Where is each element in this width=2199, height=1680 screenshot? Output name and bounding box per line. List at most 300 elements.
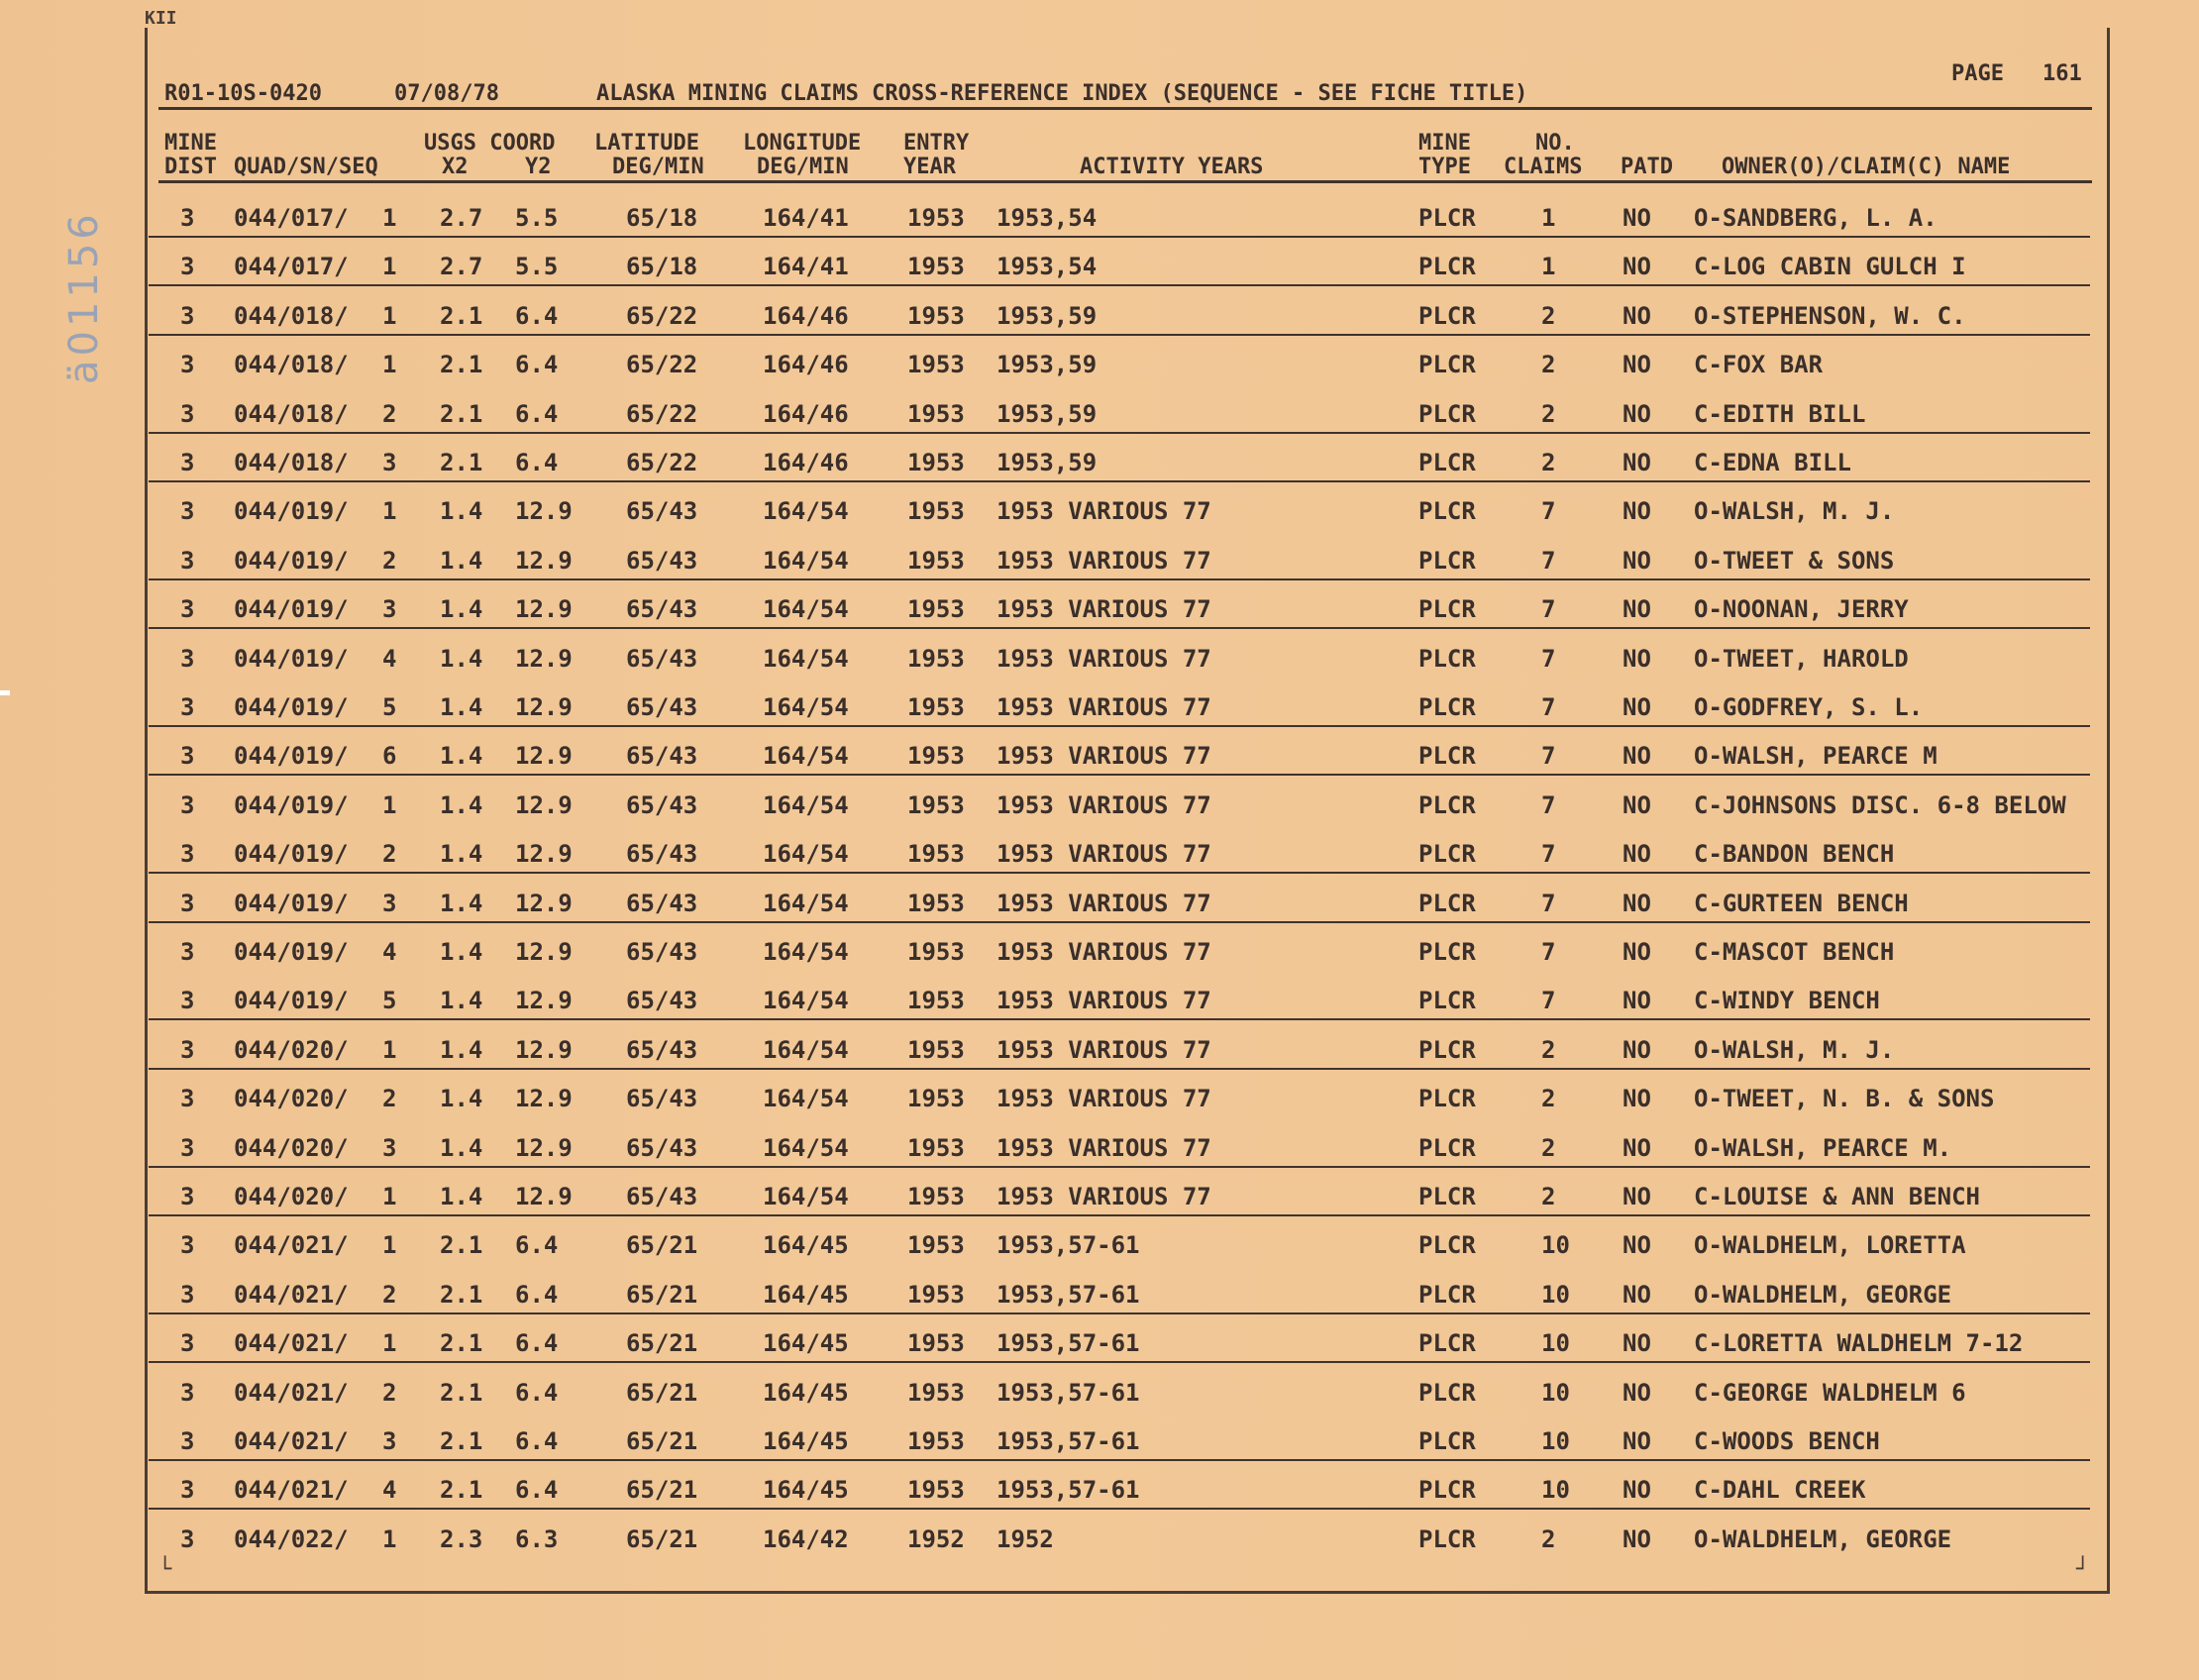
cell-entry-year: 1953 xyxy=(907,547,965,575)
cell-no-claims: 7 xyxy=(1541,890,1556,917)
cell-longitude: 164/54 xyxy=(763,742,849,770)
cell-x2: 1.4 xyxy=(440,938,483,966)
cell-owner-claim-name: C-EDNA BILL xyxy=(1694,449,1851,476)
cell-y2: 12.9 xyxy=(515,1085,573,1112)
cell-entry-year: 1953 xyxy=(907,595,965,623)
table-row xyxy=(0,1227,2199,1267)
cell-no-claims: 1 xyxy=(1541,204,1556,232)
side-stamp-number: ä01156 xyxy=(61,210,107,384)
table-row xyxy=(0,788,2199,827)
cell-mine-dist: 3 xyxy=(180,938,195,966)
cell-activity-years: 1953 VARIOUS 77 xyxy=(996,645,1211,673)
cell-activity-years: 1953 VARIOUS 77 xyxy=(996,547,1211,575)
table-row xyxy=(0,1522,2199,1561)
cell-quad-sn: 044/019/ xyxy=(234,742,349,770)
cell-mine-type: PLCR xyxy=(1418,1281,1476,1309)
cell-entry-year: 1953 xyxy=(907,693,965,721)
table-row xyxy=(0,1325,2199,1365)
cell-seq: 5 xyxy=(382,693,397,721)
cell-entry-year: 1953 xyxy=(907,449,965,476)
cell-entry-year: 1953 xyxy=(907,987,965,1014)
cell-entry-year: 1953 xyxy=(907,645,965,673)
cell-x2: 1.4 xyxy=(440,1085,483,1112)
cell-patd: NO xyxy=(1623,1525,1651,1553)
cell-activity-years: 1953,57-61 xyxy=(996,1231,1140,1259)
cell-entry-year: 1953 xyxy=(907,1183,965,1210)
cell-y2: 6.4 xyxy=(515,400,559,428)
cell-longitude: 164/54 xyxy=(763,1085,849,1112)
cell-latitude: 65/43 xyxy=(626,1085,698,1112)
row-rule xyxy=(149,432,2090,434)
row-rule xyxy=(149,1361,2090,1363)
cell-activity-years: 1953 VARIOUS 77 xyxy=(996,938,1211,966)
cell-y2: 12.9 xyxy=(515,693,573,721)
cell-patd: NO xyxy=(1623,1231,1651,1259)
cell-seq: 2 xyxy=(382,840,397,868)
cell-quad-sn: 044/020/ xyxy=(234,1134,349,1162)
row-rule xyxy=(149,236,2090,238)
cell-patd: NO xyxy=(1623,890,1651,917)
cell-no-claims: 10 xyxy=(1541,1427,1570,1455)
cell-quad-sn: 044/018/ xyxy=(234,351,349,378)
col-mine-dist-1: MINE xyxy=(164,131,217,156)
cell-seq: 3 xyxy=(382,890,397,917)
cell-mine-dist: 3 xyxy=(180,890,195,917)
cell-latitude: 65/21 xyxy=(626,1427,698,1455)
cell-activity-years: 1953 VARIOUS 77 xyxy=(996,1085,1211,1112)
cell-x2: 2.1 xyxy=(440,1427,483,1455)
cell-quad-sn: 044/019/ xyxy=(234,791,349,819)
cell-seq: 1 xyxy=(382,497,397,525)
cell-quad-sn: 044/019/ xyxy=(234,987,349,1014)
cell-patd: NO xyxy=(1623,204,1651,232)
cell-owner-claim-name: O-GODFREY, S. L. xyxy=(1694,693,1924,721)
cell-quad-sn: 044/021/ xyxy=(234,1329,349,1357)
col-latitude: LATITUDE xyxy=(594,131,699,156)
table-row xyxy=(0,249,2199,288)
cell-patd: NO xyxy=(1623,1183,1651,1210)
cell-no-claims: 10 xyxy=(1541,1231,1570,1259)
cell-owner-claim-name: C-GEORGE WALDHELM 6 xyxy=(1694,1379,1966,1407)
cell-longitude: 164/45 xyxy=(763,1476,849,1504)
cell-no-claims: 7 xyxy=(1541,595,1556,623)
cell-mine-dist: 3 xyxy=(180,840,195,868)
col-quad: QUAD/SN/SEQ xyxy=(234,155,378,179)
cell-mine-type: PLCR xyxy=(1418,547,1476,575)
cell-mine-dist: 3 xyxy=(180,791,195,819)
cell-mine-type: PLCR xyxy=(1418,1085,1476,1112)
cell-mine-type: PLCR xyxy=(1418,840,1476,868)
row-rule xyxy=(149,627,2090,629)
cell-no-claims: 7 xyxy=(1541,987,1556,1014)
table-row xyxy=(0,689,2199,729)
cell-y2: 12.9 xyxy=(515,890,573,917)
cell-mine-type: PLCR xyxy=(1418,791,1476,819)
cell-quad-sn: 044/021/ xyxy=(234,1427,349,1455)
cell-no-claims: 2 xyxy=(1541,1183,1556,1210)
row-rule xyxy=(149,1068,2090,1070)
cell-seq: 3 xyxy=(382,1427,397,1455)
cell-patd: NO xyxy=(1623,645,1651,673)
cell-x2: 2.1 xyxy=(440,1329,483,1357)
cell-seq: 1 xyxy=(382,1329,397,1357)
cell-quad-sn: 044/017/ xyxy=(234,204,349,232)
corner-mark-left: └ xyxy=(158,1557,172,1582)
row-rule xyxy=(149,284,2090,286)
cell-mine-dist: 3 xyxy=(180,253,195,280)
cell-mine-dist: 3 xyxy=(180,595,195,623)
cell-y2: 6.4 xyxy=(515,351,559,378)
cell-mine-dist: 3 xyxy=(180,1329,195,1357)
cell-longitude: 164/54 xyxy=(763,497,849,525)
cell-mine-type: PLCR xyxy=(1418,645,1476,673)
cell-x2: 1.4 xyxy=(440,742,483,770)
cell-longitude: 164/54 xyxy=(763,1183,849,1210)
cell-patd: NO xyxy=(1623,1379,1651,1407)
cell-seq: 4 xyxy=(382,645,397,673)
cell-longitude: 164/45 xyxy=(763,1329,849,1357)
cell-no-claims: 7 xyxy=(1541,840,1556,868)
cell-activity-years: 1953 VARIOUS 77 xyxy=(996,1036,1211,1064)
cell-mine-type: PLCR xyxy=(1418,1476,1476,1504)
cell-entry-year: 1953 xyxy=(907,253,965,280)
cell-latitude: 65/22 xyxy=(626,449,698,476)
cell-owner-claim-name: O-WALSH, M. J. xyxy=(1694,1036,1895,1064)
cell-mine-type: PLCR xyxy=(1418,1183,1476,1210)
table-row xyxy=(0,1277,2199,1316)
cell-activity-years: 1953 VARIOUS 77 xyxy=(996,987,1211,1014)
cell-y2: 6.4 xyxy=(515,1379,559,1407)
col-no-claims-1: NO. xyxy=(1535,131,1575,156)
cell-no-claims: 10 xyxy=(1541,1281,1570,1309)
cell-activity-years: 1953 VARIOUS 77 xyxy=(996,1134,1211,1162)
cell-patd: NO xyxy=(1623,1427,1651,1455)
cell-owner-claim-name: O-STEPHENSON, W. C. xyxy=(1694,302,1966,330)
cell-patd: NO xyxy=(1623,1476,1651,1504)
cell-x2: 2.1 xyxy=(440,1281,483,1309)
cell-owner-claim-name: C-MASCOT BENCH xyxy=(1694,938,1895,966)
cell-latitude: 65/43 xyxy=(626,840,698,868)
cell-no-claims: 7 xyxy=(1541,693,1556,721)
cell-seq: 2 xyxy=(382,547,397,575)
row-rule xyxy=(149,1018,2090,1020)
cell-y2: 12.9 xyxy=(515,1183,573,1210)
cell-seq: 4 xyxy=(382,1476,397,1504)
cell-owner-claim-name: C-LORETTA WALDHELM 7-12 xyxy=(1694,1329,2024,1357)
cell-no-claims: 7 xyxy=(1541,645,1556,673)
cell-activity-years: 1953 VARIOUS 77 xyxy=(996,742,1211,770)
cell-patd: NO xyxy=(1623,547,1651,575)
cell-patd: NO xyxy=(1623,1134,1651,1162)
cell-y2: 12.9 xyxy=(515,840,573,868)
cell-longitude: 164/46 xyxy=(763,351,849,378)
cell-quad-sn: 044/020/ xyxy=(234,1085,349,1112)
table-row xyxy=(0,836,2199,876)
cell-quad-sn: 044/019/ xyxy=(234,547,349,575)
cell-latitude: 65/43 xyxy=(626,791,698,819)
cell-longitude: 164/54 xyxy=(763,1036,849,1064)
cell-x2: 2.1 xyxy=(440,1476,483,1504)
cell-y2: 6.4 xyxy=(515,1476,559,1504)
row-rule xyxy=(149,921,2090,923)
cell-mine-dist: 3 xyxy=(180,693,195,721)
cell-mine-type: PLCR xyxy=(1418,351,1476,378)
table-row xyxy=(0,543,2199,582)
table-row xyxy=(0,396,2199,436)
cell-entry-year: 1953 xyxy=(907,1281,965,1309)
cell-x2: 1.4 xyxy=(440,497,483,525)
cell-mine-dist: 3 xyxy=(180,547,195,575)
col-latitude-unit: DEG/MIN xyxy=(612,155,704,179)
cell-entry-year: 1953 xyxy=(907,1329,965,1357)
cell-longitude: 164/54 xyxy=(763,693,849,721)
cell-no-claims: 2 xyxy=(1541,400,1556,428)
cell-x2: 2.1 xyxy=(440,351,483,378)
cell-patd: NO xyxy=(1623,253,1651,280)
cell-y2: 12.9 xyxy=(515,791,573,819)
col-owner-claim-name: OWNER(O)/CLAIM(C) NAME xyxy=(1722,155,2011,179)
cell-quad-sn: 044/019/ xyxy=(234,645,349,673)
cell-entry-year: 1953 xyxy=(907,1231,965,1259)
cell-mine-type: PLCR xyxy=(1418,253,1476,280)
report-title: ALASKA MINING CLAIMS CROSS-REFERENCE INDEX (SEQUENCE - SEE FICHE TITLE) xyxy=(596,81,1528,106)
cell-latitude: 65/22 xyxy=(626,302,698,330)
cell-seq: 1 xyxy=(382,1183,397,1210)
cell-x2: 1.4 xyxy=(440,890,483,917)
cell-owner-claim-name: O-TWEET & SONS xyxy=(1694,547,1895,575)
cell-mine-dist: 3 xyxy=(180,497,195,525)
cell-entry-year: 1953 xyxy=(907,1134,965,1162)
cell-quad-sn: 044/021/ xyxy=(234,1476,349,1504)
cell-activity-years: 1953 VARIOUS 77 xyxy=(996,497,1211,525)
cell-seq: 3 xyxy=(382,449,397,476)
cell-latitude: 65/43 xyxy=(626,1183,698,1210)
table-row xyxy=(0,738,2199,778)
cell-owner-claim-name: O-NOONAN, JERRY xyxy=(1694,595,1909,623)
cell-mine-type: PLCR xyxy=(1418,987,1476,1014)
cell-y2: 6.4 xyxy=(515,1231,559,1259)
cell-activity-years: 1953,59 xyxy=(996,302,1098,330)
cell-seq: 1 xyxy=(382,302,397,330)
table-row xyxy=(0,1081,2199,1120)
cell-owner-claim-name: C-LOG CABIN GULCH I xyxy=(1694,253,1966,280)
cell-no-claims: 10 xyxy=(1541,1379,1570,1407)
cell-activity-years: 1953 VARIOUS 77 xyxy=(996,1183,1211,1210)
cell-quad-sn: 044/018/ xyxy=(234,449,349,476)
cell-x2: 1.4 xyxy=(440,547,483,575)
cell-y2: 12.9 xyxy=(515,595,573,623)
cell-activity-years: 1952 xyxy=(996,1525,1054,1553)
cell-mine-type: PLCR xyxy=(1418,1427,1476,1455)
row-rule xyxy=(149,578,2090,580)
cell-y2: 12.9 xyxy=(515,987,573,1014)
cell-no-claims: 10 xyxy=(1541,1329,1570,1357)
cell-quad-sn: 044/019/ xyxy=(234,693,349,721)
cell-mine-dist: 3 xyxy=(180,1476,195,1504)
cell-latitude: 65/21 xyxy=(626,1281,698,1309)
cell-seq: 6 xyxy=(382,742,397,770)
row-rule xyxy=(149,774,2090,776)
cell-x2: 1.4 xyxy=(440,1036,483,1064)
cell-seq: 3 xyxy=(382,1134,397,1162)
cell-mine-dist: 3 xyxy=(180,645,195,673)
cell-patd: NO xyxy=(1623,449,1651,476)
cell-owner-claim-name: C-WINDY BENCH xyxy=(1694,987,1880,1014)
table-row xyxy=(0,1375,2199,1415)
cell-quad-sn: 044/019/ xyxy=(234,938,349,966)
cell-seq: 2 xyxy=(382,400,397,428)
cell-patd: NO xyxy=(1623,351,1651,378)
cell-mine-dist: 3 xyxy=(180,987,195,1014)
cell-activity-years: 1953 VARIOUS 77 xyxy=(996,693,1211,721)
cell-no-claims: 2 xyxy=(1541,351,1556,378)
cell-mine-dist: 3 xyxy=(180,1085,195,1112)
cell-mine-dist: 3 xyxy=(180,1427,195,1455)
cell-mine-type: PLCR xyxy=(1418,1525,1476,1553)
cell-mine-type: PLCR xyxy=(1418,1231,1476,1259)
cell-y2: 12.9 xyxy=(515,547,573,575)
cell-mine-dist: 3 xyxy=(180,1183,195,1210)
cell-longitude: 164/46 xyxy=(763,449,849,476)
cell-mine-type: PLCR xyxy=(1418,595,1476,623)
col-longitude: LONGITUDE xyxy=(743,131,862,156)
cell-x2: 2.3 xyxy=(440,1525,483,1553)
cell-longitude: 164/54 xyxy=(763,890,849,917)
cell-seq: 1 xyxy=(382,1525,397,1553)
cell-mine-type: PLCR xyxy=(1418,742,1476,770)
cell-y2: 6.4 xyxy=(515,1427,559,1455)
cell-mine-dist: 3 xyxy=(180,449,195,476)
row-rule xyxy=(149,725,2090,727)
table-row xyxy=(0,1130,2199,1170)
cell-longitude: 164/41 xyxy=(763,204,849,232)
cell-y2: 12.9 xyxy=(515,938,573,966)
table-row xyxy=(0,1423,2199,1463)
row-rule xyxy=(149,1166,2090,1168)
cell-latitude: 65/43 xyxy=(626,890,698,917)
cell-owner-claim-name: O-SANDBERG, L. A. xyxy=(1694,204,1937,232)
cell-mine-type: PLCR xyxy=(1418,1036,1476,1064)
cell-longitude: 164/46 xyxy=(763,400,849,428)
table-row xyxy=(0,983,2199,1022)
cell-latitude: 65/43 xyxy=(626,938,698,966)
report-code: R01-10S-0420 xyxy=(164,81,322,106)
col-mine-type-1: MINE xyxy=(1418,131,1471,156)
cell-x2: 2.7 xyxy=(440,204,483,232)
cell-longitude: 164/42 xyxy=(763,1525,849,1553)
cell-quad-sn: 044/019/ xyxy=(234,497,349,525)
cell-entry-year: 1953 xyxy=(907,1427,965,1455)
cell-y2: 5.5 xyxy=(515,253,559,280)
cell-activity-years: 1953,57-61 xyxy=(996,1379,1140,1407)
cell-mine-dist: 3 xyxy=(180,742,195,770)
cell-mine-type: PLCR xyxy=(1418,1329,1476,1357)
cell-seq: 1 xyxy=(382,253,397,280)
cell-longitude: 164/46 xyxy=(763,302,849,330)
cell-longitude: 164/45 xyxy=(763,1281,849,1309)
cell-quad-sn: 044/018/ xyxy=(234,302,349,330)
cell-quad-sn: 044/020/ xyxy=(234,1183,349,1210)
cell-seq: 1 xyxy=(382,1231,397,1259)
cell-y2: 6.4 xyxy=(515,1281,559,1309)
cell-latitude: 65/21 xyxy=(626,1476,698,1504)
cell-longitude: 164/54 xyxy=(763,547,849,575)
cell-x2: 1.4 xyxy=(440,1183,483,1210)
cell-mine-dist: 3 xyxy=(180,204,195,232)
cell-activity-years: 1953,57-61 xyxy=(996,1476,1140,1504)
cell-activity-years: 1953 VARIOUS 77 xyxy=(996,791,1211,819)
cell-longitude: 164/54 xyxy=(763,595,849,623)
cell-entry-year: 1953 xyxy=(907,890,965,917)
cell-latitude: 65/43 xyxy=(626,1134,698,1162)
cell-latitude: 65/43 xyxy=(626,595,698,623)
col-usgs-coord: USGS COORD xyxy=(424,131,556,156)
cell-owner-claim-name: C-BANDON BENCH xyxy=(1694,840,1895,868)
table-row xyxy=(0,1472,2199,1512)
cell-mine-type: PLCR xyxy=(1418,1134,1476,1162)
cell-entry-year: 1953 xyxy=(907,497,965,525)
cell-mine-type: PLCR xyxy=(1418,400,1476,428)
cell-y2: 12.9 xyxy=(515,1134,573,1162)
cell-patd: NO xyxy=(1623,1281,1651,1309)
cell-activity-years: 1953,54 xyxy=(996,253,1098,280)
cell-patd: NO xyxy=(1623,938,1651,966)
table-row xyxy=(0,298,2199,338)
cell-mine-dist: 3 xyxy=(180,1036,195,1064)
cell-longitude: 164/54 xyxy=(763,938,849,966)
cell-mine-dist: 3 xyxy=(180,1231,195,1259)
cell-activity-years: 1953,54 xyxy=(996,204,1098,232)
cell-longitude: 164/54 xyxy=(763,645,849,673)
cell-no-claims: 2 xyxy=(1541,1525,1556,1553)
cell-no-claims: 2 xyxy=(1541,449,1556,476)
cell-seq: 1 xyxy=(382,1036,397,1064)
cell-patd: NO xyxy=(1623,693,1651,721)
cell-x2: 1.4 xyxy=(440,693,483,721)
cell-latitude: 65/43 xyxy=(626,1036,698,1064)
cell-mine-type: PLCR xyxy=(1418,302,1476,330)
cell-longitude: 164/45 xyxy=(763,1379,849,1407)
col-mine-type-2: TYPE xyxy=(1418,155,1471,179)
cell-longitude: 164/45 xyxy=(763,1427,849,1455)
cell-x2: 2.7 xyxy=(440,253,483,280)
cell-entry-year: 1953 xyxy=(907,840,965,868)
cell-x2: 2.1 xyxy=(440,1379,483,1407)
cell-quad-sn: 044/022/ xyxy=(234,1525,349,1553)
table-row xyxy=(0,591,2199,631)
top-mark: KII xyxy=(145,8,177,29)
cell-entry-year: 1953 xyxy=(907,938,965,966)
cell-patd: NO xyxy=(1623,987,1651,1014)
cell-entry-year: 1953 xyxy=(907,791,965,819)
cell-entry-year: 1953 xyxy=(907,302,965,330)
cell-entry-year: 1953 xyxy=(907,204,965,232)
cell-entry-year: 1953 xyxy=(907,1379,965,1407)
cell-quad-sn: 044/019/ xyxy=(234,890,349,917)
corner-mark-right: ┘ xyxy=(2076,1557,2090,1582)
cell-owner-claim-name: O-WALSH, PEARCE M xyxy=(1694,742,1937,770)
cell-mine-dist: 3 xyxy=(180,302,195,330)
report-date: 07/08/78 xyxy=(394,81,499,106)
cell-y2: 12.9 xyxy=(515,645,573,673)
cell-longitude: 164/45 xyxy=(763,1231,849,1259)
cell-owner-claim-name: O-WALDHELM, GEORGE xyxy=(1694,1281,1952,1309)
cell-x2: 2.1 xyxy=(440,1231,483,1259)
cell-longitude: 164/54 xyxy=(763,1134,849,1162)
cell-no-claims: 2 xyxy=(1541,302,1556,330)
col-mine-dist-2: DIST xyxy=(164,155,217,179)
cell-latitude: 65/43 xyxy=(626,693,698,721)
